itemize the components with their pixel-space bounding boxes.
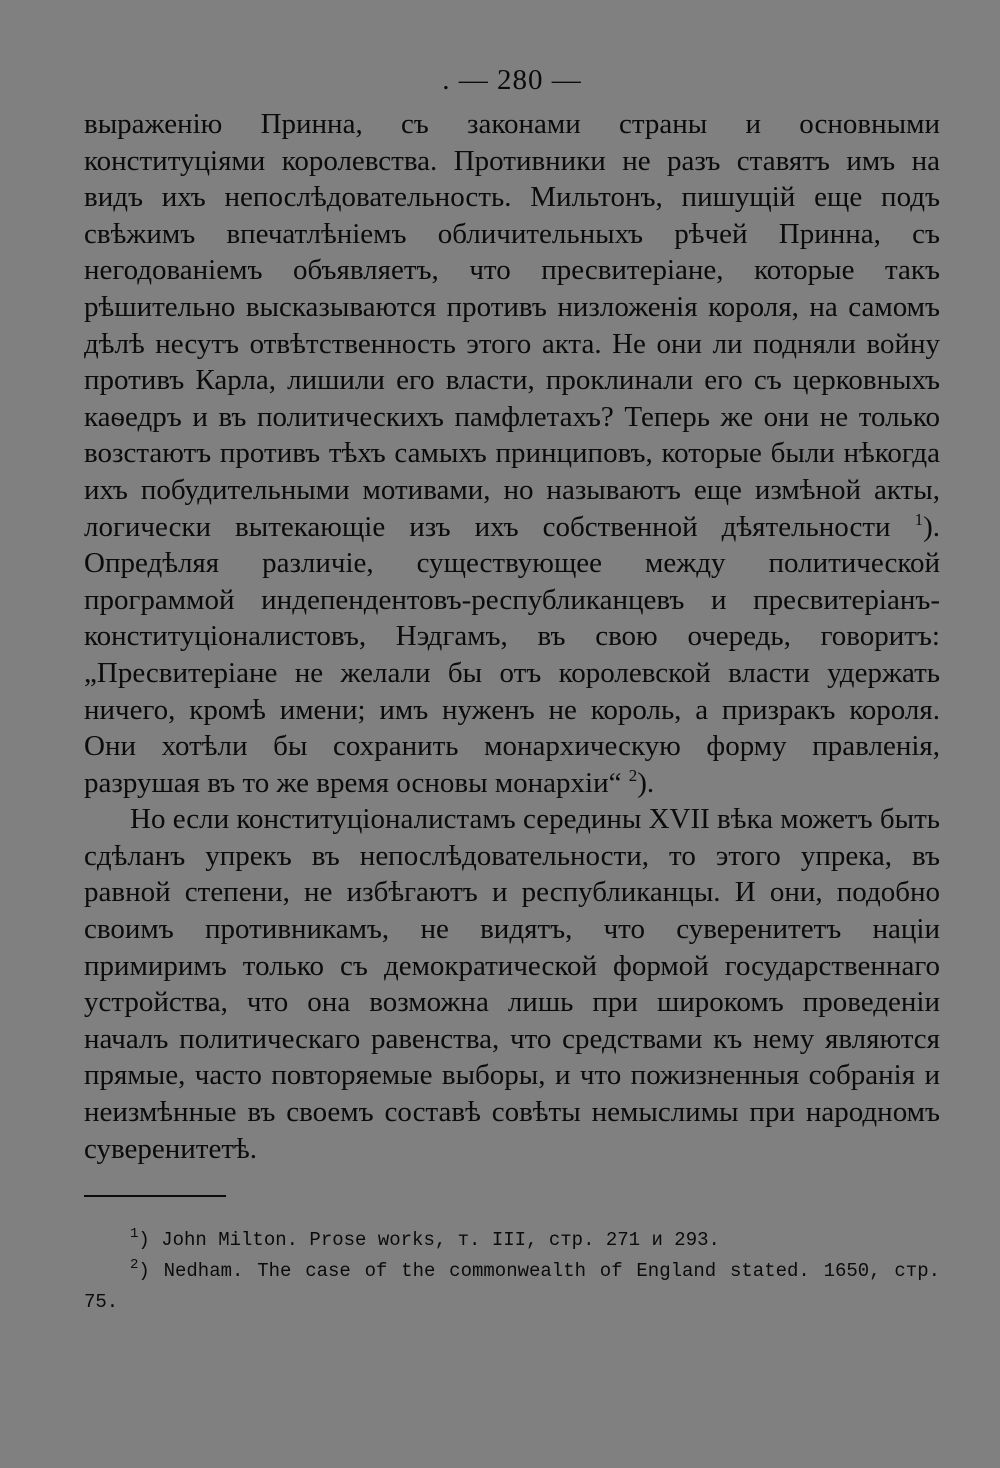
footnote-ref-1: 1 bbox=[914, 509, 924, 529]
footnote-marker: 2 bbox=[130, 1257, 139, 1274]
footnote-marker: 1 bbox=[130, 1226, 139, 1243]
paragraph-text: выраженію Принна, съ законами страны и основными конституціями королевства. Противники не разъ ставятъ имъ на видъ ихъ непослѣдовательность. Мильтонъ, пишущій еще подъ свѣжимъ впечатлѣніемъ обличительныхъ рѣчей Принна, съ негодованіемъ объявляетъ, что пресвитеріане, которые такъ рѣшительно высказываются противъ низложенія короля, на самомъ дѣлѣ несутъ отвѣтственность этого акта. Не они ли подняли войну противъ Карла, лишили его власти, проклинали его съ церковныхъ каѳедръ и въ политическихъ памфлетахъ? Теперь же они не только возстаютъ противъ тѣхъ самыхъ принциповъ, которые были нѣкогда ихъ побудительными мотивами, но называютъ еще измѣной акты, логически вытекающіе изъ ихъ собственной дѣятельности bbox=[84, 108, 940, 543]
page-number: . — 280 — bbox=[442, 64, 582, 96]
paragraph-1 bbox=[84, 106, 940, 801]
book-page bbox=[84, 60, 940, 1318]
paragraph-text: ). bbox=[637, 766, 655, 799]
footnote-2 bbox=[84, 1256, 940, 1318]
paragraph-text: ). Опредѣляя различіе, существующее между политической программой индепендентовъ-республиканцевъ и пресвитеріанъ-конституціоналистовъ, Нэдгамъ, въ свою очередь, говоритъ: „Пресвитеріане не желали бы отъ королевской власти удержать ничего, кромѣ имени; имъ нуженъ не король, а призракъ короля. Они хотѣли бы сохранить монархическую форму правленія, разрушая въ то же время основы монархіи“ bbox=[84, 510, 940, 799]
footnote-text: ) Nedham. The case of the commonwealth of England stated. 1650, стр. 75. bbox=[84, 1260, 940, 1314]
footnote-1 bbox=[84, 1225, 940, 1256]
footnote-ref-2: 2 bbox=[628, 765, 638, 785]
paragraph-2 bbox=[84, 801, 940, 1167]
footnote-divider bbox=[84, 1195, 226, 1197]
footnote-text: ) John Milton. Prose works, т. III, стр. 271 и 293. bbox=[138, 1229, 720, 1252]
paragraph-text: Но если конституціоналистамъ середины XVII вѣка можетъ быть сдѣланъ упрекъ въ непослѣдовательности, то этого упрека, въ равной степени, не избѣгаютъ и республиканцы. И они, подобно своимъ противникамъ, не видятъ, что суверенитетъ націи примиримъ только съ демократической формой государственнаго устройства, что она возможна лишь при широкомъ проведеніи началъ политическаго равенства, что средствами къ нему являются прямые, часто повторяемые выборы, и что пожизненныя собранія и неизмѣнные въ своемъ составѣ совѣты немыслимы при народномъ суверенитетѣ. bbox=[84, 803, 940, 1165]
